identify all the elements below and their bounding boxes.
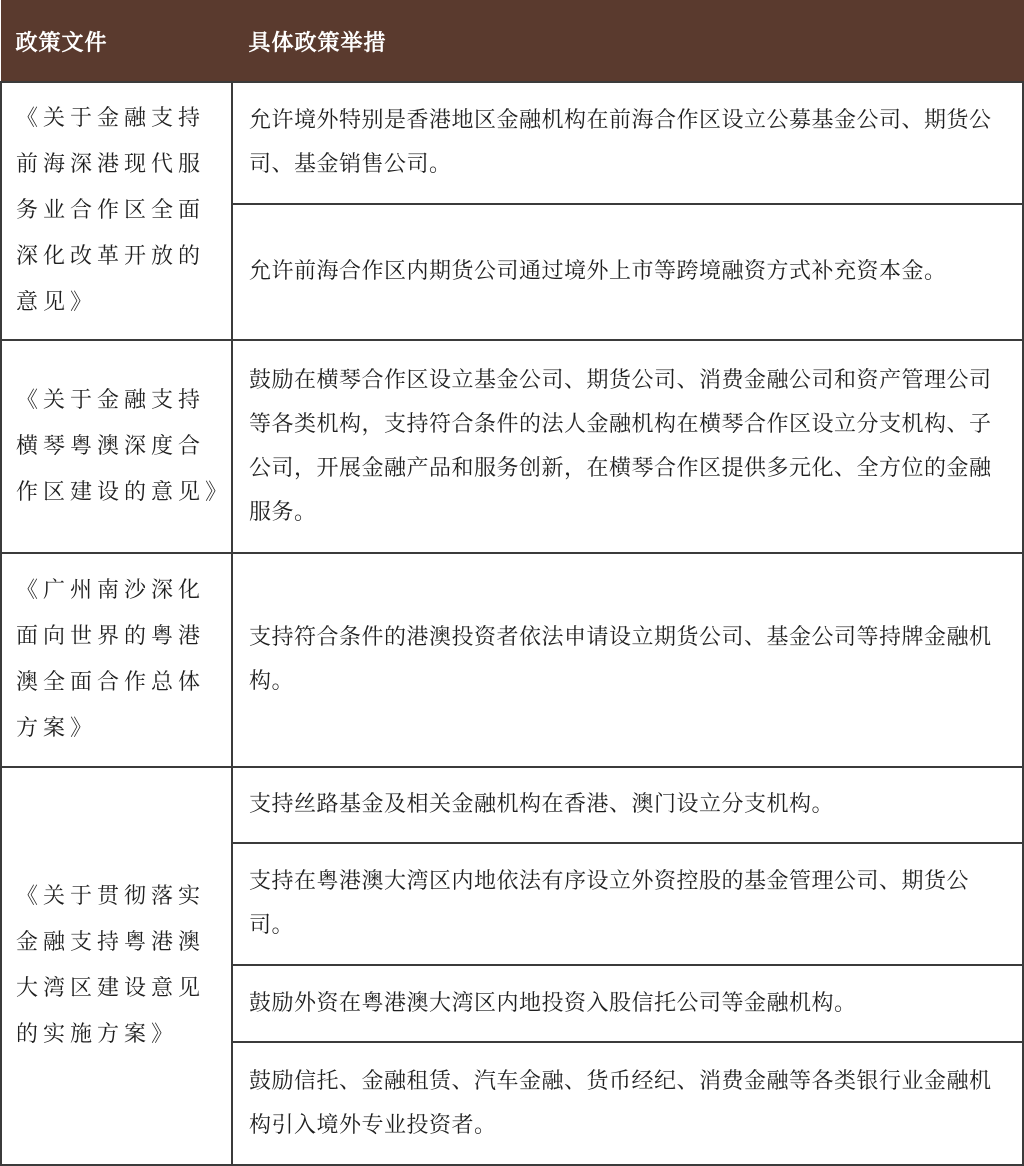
table-header [1, 1, 1023, 83]
policy-measure: 允许前海合作区内期货公司通过境外上市等跨境融资方式补充资本金。 [232, 204, 1023, 340]
policy-measure: 支持丝路基金及相关金融机构在香港、澳门设立分支机构。 [232, 767, 1023, 843]
policy-document-nansha: 《广州南沙深化面向世界的粤港澳全面合作总体方案》 [1, 553, 232, 767]
policy-measure: 鼓励外资在粤港澳大湾区内地投资入股信托公司等金融机构。 [232, 965, 1023, 1042]
table-body [1, 82, 1023, 1165]
header-policy-measures: 具体政策举措 [232, 1, 1023, 83]
table-row [1, 553, 1023, 767]
policy-document-qianhai: 《关于金融支持前海深港现代服务业合作区全面深化改革开放的意见》 [1, 82, 232, 340]
policy-document-hengqin: 《关于金融支持横琴粤澳深度合作区建设的意见》 [1, 340, 232, 553]
policy-measure: 鼓励信托、金融租赁、汽车金融、货币经纪、消费金融等各类银行业金融机构引入境外专业投资者。 [232, 1042, 1023, 1165]
policy-measure: 鼓励在横琴合作区设立基金公司、期货公司、消费金融公司和资产管理公司等各类机构，支持符合条件的法人金融机构在横琴合作区设立分支机构、子公司，开展金融产品和服务创新，在横琴合作区提供多元化、全方位的金融服务。 [232, 340, 1023, 553]
policy-document-greater-bay-area: 《关于贯彻落实金融支持粤港澳大湾区建设意见的实施方案》 [1, 767, 232, 1165]
policy-measure: 支持在粤港澳大湾区内地依法有序设立外资控股的基金管理公司、期货公司。 [232, 843, 1023, 965]
table-row [1, 767, 1023, 843]
table-row [1, 340, 1023, 553]
table-row [1, 82, 1023, 204]
header-policy-document: 政策文件 [1, 1, 232, 83]
policy-measure: 支持符合条件的港澳投资者依法申请设立期货公司、基金公司等持牌金融机构。 [232, 553, 1023, 767]
policy-measure: 允许境外特别是香港地区金融机构在前海合作区设立公募基金公司、期货公司、基金销售公司。 [232, 82, 1023, 204]
header-row [1, 1, 1023, 83]
